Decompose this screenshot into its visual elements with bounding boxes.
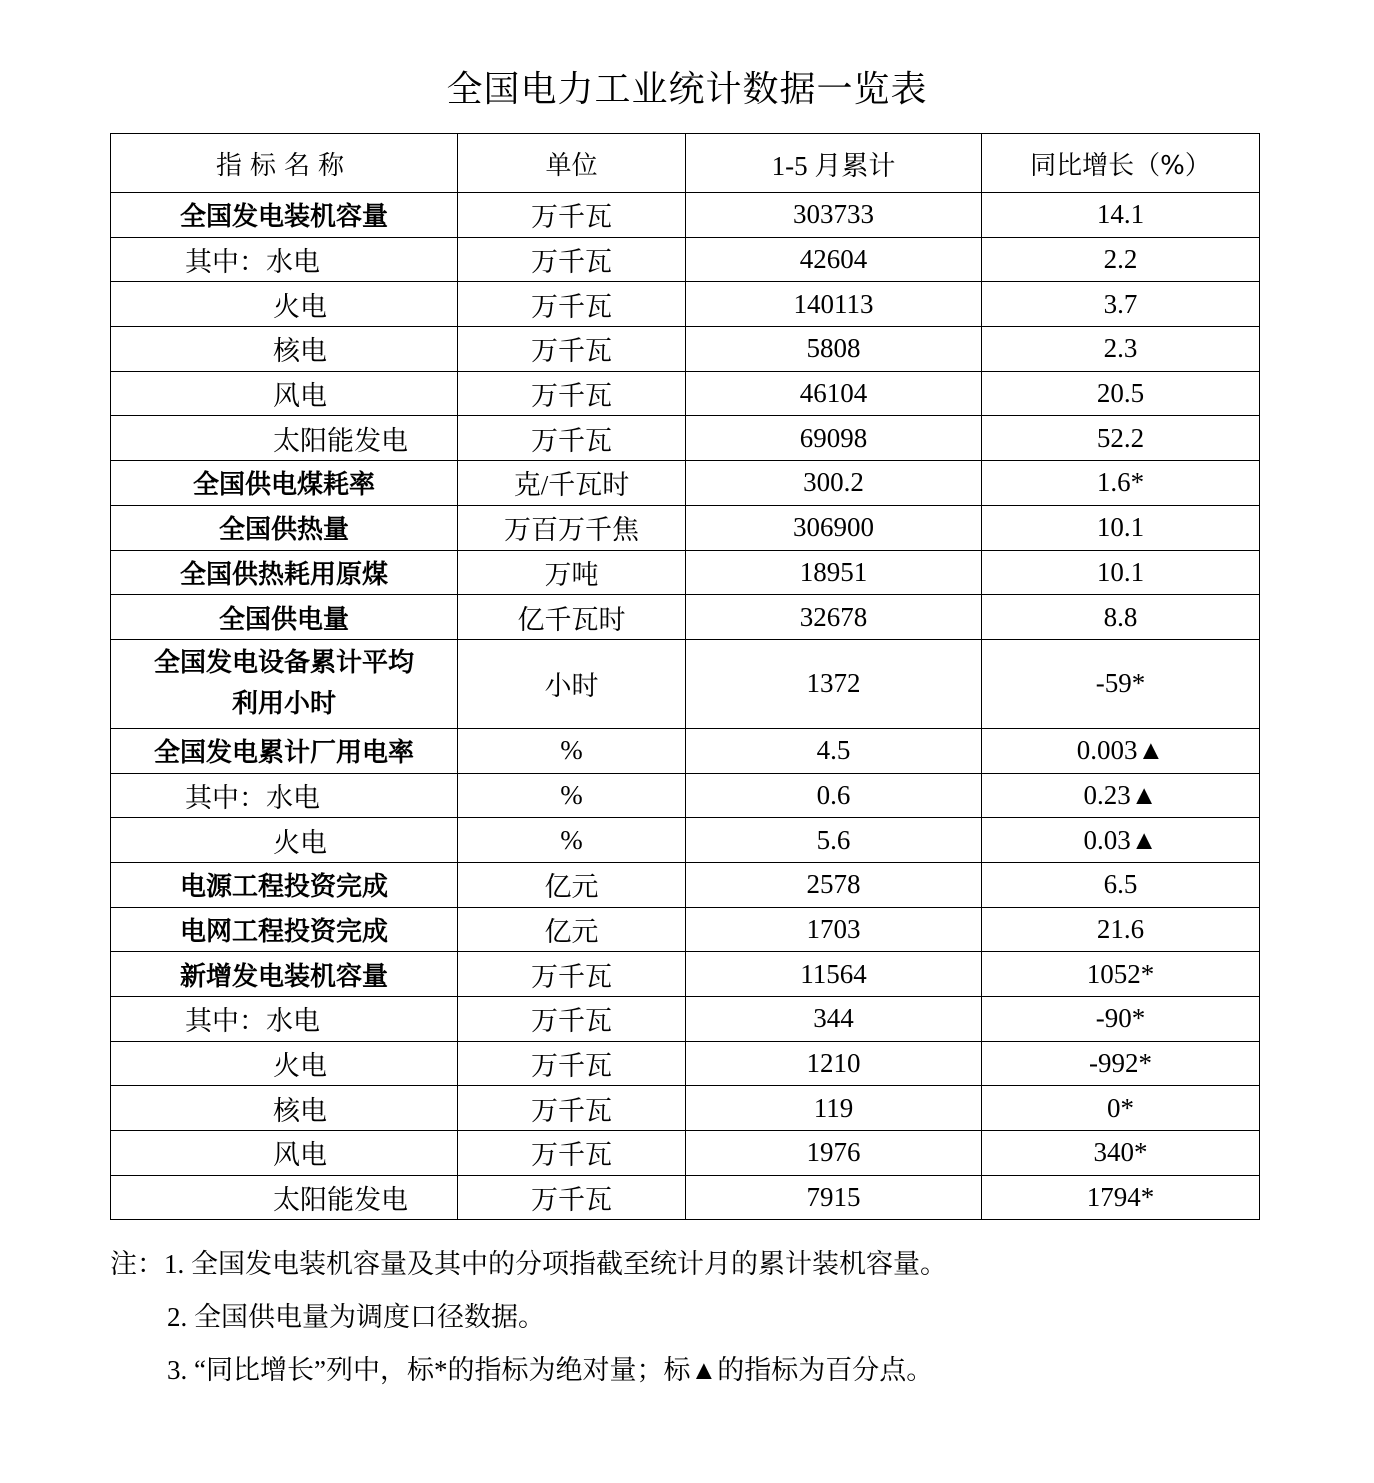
row-name: 全国发电装机容量 (111, 193, 458, 238)
row-value: 1372 (686, 639, 982, 728)
row-unit: % (458, 773, 686, 818)
row-name: 全国供热耗用原煤 (111, 550, 458, 595)
table-row (111, 193, 1260, 238)
row-unit: 万千瓦 (458, 282, 686, 327)
row-name: 核电 (111, 1086, 458, 1131)
row-value: 306900 (686, 505, 982, 550)
row-growth: 8.8 (982, 595, 1260, 640)
row-name: 火电 (111, 818, 458, 863)
table-row (111, 550, 1260, 595)
row-name-line: 利用小时 (231, 688, 336, 719)
table-row (111, 728, 1260, 773)
row-value: 303733 (686, 193, 982, 238)
row-unit: % (458, 728, 686, 773)
row-value: 11564 (686, 952, 982, 997)
row-name: 太阳能发电 (111, 1175, 458, 1220)
row-name (111, 639, 458, 728)
row-value: 119 (686, 1086, 982, 1131)
row-value: 4.5 (686, 728, 982, 773)
row-unit: 万千瓦 (458, 371, 686, 416)
row-name: 全国供电煤耗率 (111, 461, 458, 506)
column-header-period: 1-5 月累计 (686, 134, 982, 193)
table-row (111, 862, 1260, 907)
table-row (111, 595, 1260, 640)
row-unit: % (458, 818, 686, 863)
row-growth: 340* (982, 1131, 1260, 1176)
table-row (111, 371, 1260, 416)
row-name: 火电 (111, 1041, 458, 1086)
row-growth: -992* (982, 1041, 1260, 1086)
statistics-table (110, 133, 1260, 1220)
row-name: 电源工程投资完成 (111, 862, 458, 907)
row-value: 7915 (686, 1175, 982, 1220)
table-row (111, 237, 1260, 282)
row-growth: 10.1 (982, 505, 1260, 550)
row-unit: 亿千瓦时 (458, 595, 686, 640)
row-unit: 亿元 (458, 862, 686, 907)
table-row (111, 282, 1260, 327)
table-row (111, 952, 1260, 997)
table-row (111, 997, 1260, 1042)
row-value: 32678 (686, 595, 982, 640)
row-growth: 1.6* (982, 461, 1260, 506)
row-unit: 万吨 (458, 550, 686, 595)
row-unit: 万千瓦 (458, 193, 686, 238)
row-growth: 2.2 (982, 237, 1260, 282)
row-name: 火电 (111, 282, 458, 327)
row-name: 全国供热量 (111, 505, 458, 550)
row-name: 太阳能发电 (111, 416, 458, 461)
row-growth: 3.7 (982, 282, 1260, 327)
row-name: 电网工程投资完成 (111, 907, 458, 952)
column-header-name: 指标名称 (111, 134, 458, 193)
table-row (111, 639, 1260, 728)
page-title: 全国电力工业统计数据一览表 (446, 69, 928, 110)
row-unit: 万千瓦 (458, 1131, 686, 1176)
row-value: 18951 (686, 550, 982, 595)
row-name-line: 全国发电设备累计平均 (153, 647, 414, 678)
row-unit: 万百万千焦 (458, 505, 686, 550)
row-growth: -90* (982, 997, 1260, 1042)
row-value: 300.2 (686, 461, 982, 506)
row-growth: -59* (982, 639, 1260, 728)
row-unit: 万千瓦 (458, 1041, 686, 1086)
row-unit: 亿元 (458, 907, 686, 952)
row-growth: 21.6 (982, 907, 1260, 952)
row-name: 核电 (111, 327, 458, 372)
note-line: 注：1. 全国发电装机容量及其中的分项指截至统计月的累计装机容量。 (110, 1249, 947, 1279)
row-growth: 10.1 (982, 550, 1260, 595)
row-name: 风电 (111, 1131, 458, 1176)
row-unit: 万千瓦 (458, 952, 686, 997)
row-growth: 6.5 (982, 862, 1260, 907)
row-value: 2578 (686, 862, 982, 907)
row-growth: 52.2 (982, 416, 1260, 461)
table-row (111, 1041, 1260, 1086)
row-unit: 万千瓦 (458, 997, 686, 1042)
table-header-row (111, 134, 1260, 193)
row-growth: 1052* (982, 952, 1260, 997)
row-value: 69098 (686, 416, 982, 461)
row-growth: 14.1 (982, 193, 1260, 238)
row-unit: 万千瓦 (458, 1086, 686, 1131)
row-value: 46104 (686, 371, 982, 416)
row-growth: 0.003▲ (982, 728, 1260, 773)
column-header-unit: 单位 (458, 134, 686, 193)
table-row (111, 1131, 1260, 1176)
row-unit: 克/千瓦时 (458, 461, 686, 506)
row-value: 1976 (686, 1131, 982, 1176)
row-name: 全国供电量 (111, 595, 458, 640)
row-value: 1210 (686, 1041, 982, 1086)
row-value: 5808 (686, 327, 982, 372)
table-row (111, 505, 1260, 550)
row-unit: 万千瓦 (458, 1175, 686, 1220)
row-unit: 小时 (458, 639, 686, 728)
row-name: 全国发电累计厂用电率 (111, 728, 458, 773)
row-growth: 0.23▲ (982, 773, 1260, 818)
row-name: 其中：水电 (111, 237, 458, 282)
table-row (111, 818, 1260, 863)
row-unit: 万千瓦 (458, 237, 686, 282)
table-row (111, 773, 1260, 818)
row-growth: 2.3 (982, 327, 1260, 372)
row-value: 5.6 (686, 818, 982, 863)
row-value: 140113 (686, 282, 982, 327)
row-value: 42604 (686, 237, 982, 282)
table-row (111, 461, 1260, 506)
row-name: 风电 (111, 371, 458, 416)
row-unit: 万千瓦 (458, 327, 686, 372)
table-row (111, 416, 1260, 461)
row-value: 0.6 (686, 773, 982, 818)
row-growth: 1794* (982, 1175, 1260, 1220)
note-line: 3. “同比增长”列中，标*的指标为绝对量；标▲的指标为百分点。 (167, 1355, 934, 1385)
table-row (111, 327, 1260, 372)
row-growth: 0.03▲ (982, 818, 1260, 863)
row-name: 其中：水电 (111, 773, 458, 818)
row-value: 1703 (686, 907, 982, 952)
row-unit: 万千瓦 (458, 416, 686, 461)
column-header-growth: 同比增长（%） (982, 134, 1260, 193)
table-row (111, 907, 1260, 952)
row-name: 其中：水电 (111, 997, 458, 1042)
notes-section (110, 1238, 1260, 1397)
table-row (111, 1086, 1260, 1131)
row-growth: 0* (982, 1086, 1260, 1131)
row-name: 新增发电装机容量 (111, 952, 458, 997)
note-line: 2. 全国供电量为调度口径数据。 (167, 1302, 545, 1332)
row-value: 344 (686, 997, 982, 1042)
row-growth: 20.5 (982, 371, 1260, 416)
table-row (111, 1175, 1260, 1220)
